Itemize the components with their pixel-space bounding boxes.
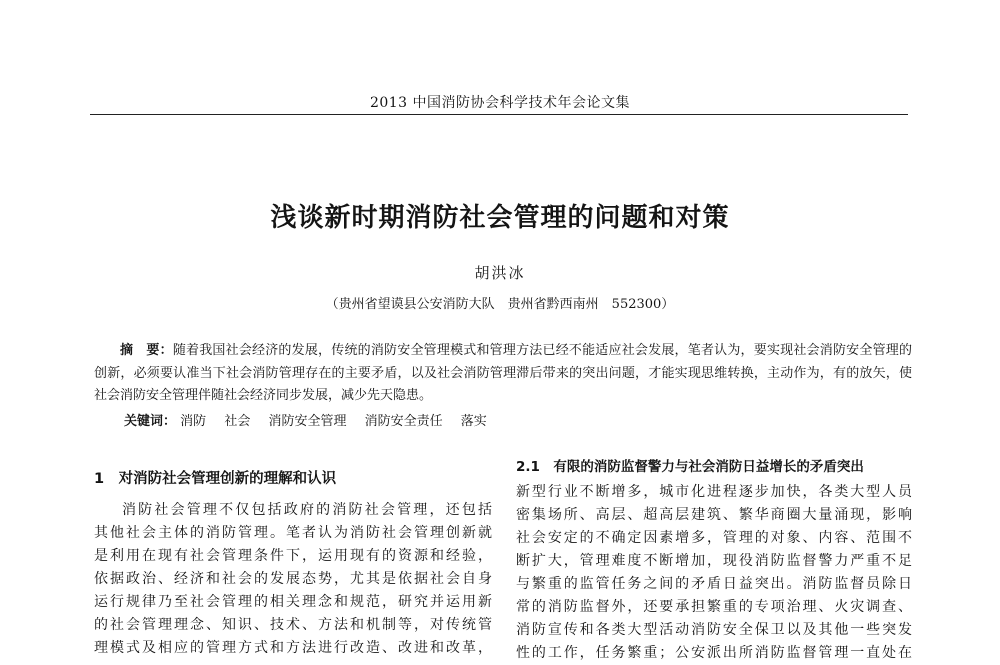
- keywords: [124, 410, 914, 429]
- header-rule: [90, 114, 908, 115]
- body-line: 与繁重的监管任务之间的矛盾日益突出。消防监督员除日: [516, 576, 912, 592]
- body-line: 性的工作，任务繁重；公安派出所消防监督管理一直处在: [516, 645, 912, 661]
- body-line: 消防宣传和各类大型活动消防安全保卫以及其他一些突发: [516, 622, 912, 638]
- keyword: 消防: [180, 414, 207, 429]
- body-line: 新型行业不断增多，城市化进程逐步加快，各类大型人员: [516, 484, 912, 500]
- keyword: 消防安全管理: [268, 414, 347, 429]
- body-line: 其他社会主体的消防管理。笔者认为消防社会管理创新就: [94, 525, 492, 541]
- body-line: 的社会管理理念、知识、技术、方法和机制等，对传统管: [94, 617, 492, 633]
- body-line: 依据政治、经济和社会的发展态势，尤其是依据社会自身: [94, 571, 492, 587]
- abstract-label: 摘 要：: [120, 343, 173, 358]
- body-line: 理模式及相应的管理方式和方法进行改造、改进和改革，: [94, 640, 492, 656]
- body-line: 断扩大，管理难度不断增加，现役消防监督警力严重不足: [516, 553, 912, 569]
- body-line: 消防社会管理不仅包括政府的消防社会管理，还包括: [122, 502, 492, 518]
- right-column: [516, 456, 912, 665]
- body-line: 社会安定的不确定因素增多，管理的对象、内容、范围不: [516, 530, 912, 546]
- article-title: 浅谈新时期消防社会管理的问题和对策: [270, 203, 730, 233]
- left-column: [94, 468, 492, 660]
- body-line: 运行规律乃至社会管理的相关理念和规范，研究并运用新: [94, 594, 492, 610]
- keyword: 社会: [224, 414, 251, 429]
- section-heading: 1 对消防社会管理创新的理解和认识: [94, 471, 337, 487]
- running-header: 2013 中国消防协会科学技术年会论文集: [369, 95, 631, 111]
- author-affiliation: （贵州省望谟县公安消防大队 贵州省黔西南州 552300）: [325, 297, 675, 312]
- keyword: 消防安全责任: [364, 414, 443, 429]
- author-name: 胡洪冰: [474, 264, 526, 282]
- abstract-text: 随着我国社会经济的发展，传统的消防安全管理模式和管理方法已经不能适应社会发展，笔者认为，要实现社会消防安全管理的创新，必须要认准当下社会消防管理存在的主要矛盾，以及社会消防管理滞后带来的突出问题，才能实现思维转换，主动作为，有的放矢，使社会消防安全管理伴随社会经济同步发展，减少先天隐患。: [94, 343, 912, 403]
- body-line: 常的消防监督外，还要承担繁重的专项治理、火灾调查、: [516, 599, 912, 615]
- subsection-heading: 2.1 有限的消防监督警力与社会消防日益增长的矛盾突出: [516, 459, 864, 475]
- body-line: 密集场所、高层、超高层建筑、繁华商圈大量涌现，影响: [516, 507, 912, 523]
- keywords-label: 关键词：: [124, 414, 177, 429]
- keyword: 落实: [460, 414, 487, 429]
- abstract: [94, 340, 912, 408]
- body-line: 是利用在现有社会管理条件下，运用现有的资源和经验，: [94, 548, 492, 564]
